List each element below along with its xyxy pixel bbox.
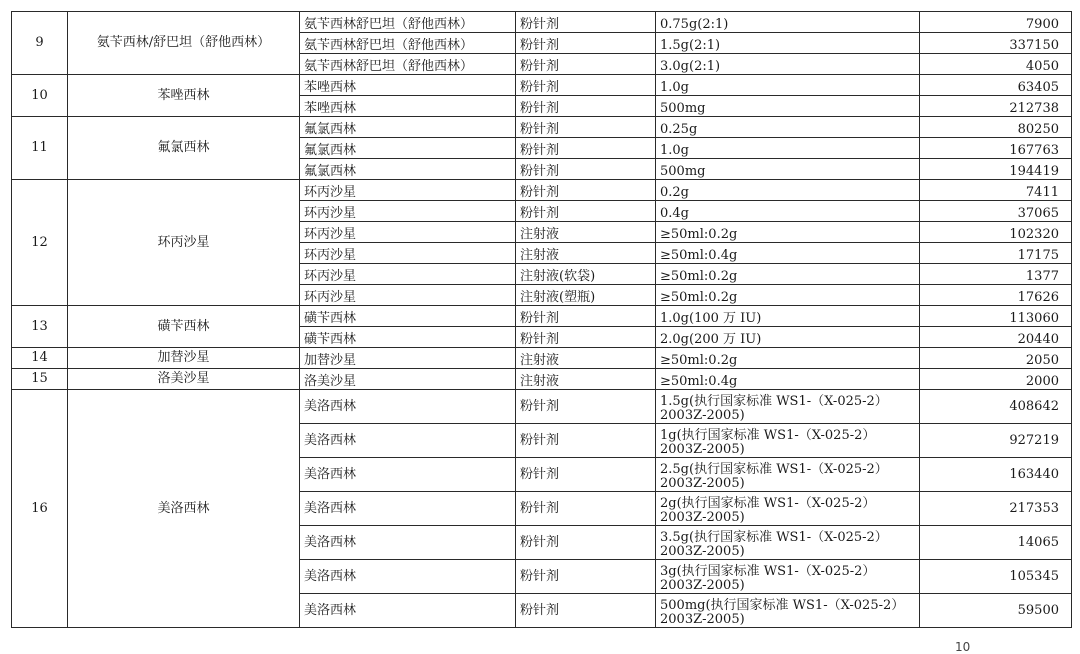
amount-cell: 80250: [920, 117, 1072, 138]
table-row: [12, 180, 1072, 201]
amount-cell: 20440: [920, 327, 1072, 348]
drug-name-cell: 洛美沙星: [300, 369, 516, 390]
dosage-form-cell: 粉针剂: [516, 390, 656, 424]
drug-name-cell: 美洛西林: [300, 492, 516, 526]
group-generic-name: 氨苄西林/舒巴坦（舒他西林）: [68, 12, 300, 75]
amount-cell: 17175: [920, 243, 1072, 264]
table-row: [12, 369, 1072, 390]
amount-cell: 63405: [920, 75, 1072, 96]
drug-name-cell: 美洛西林: [300, 594, 516, 628]
drug-name-cell: 苯唑西林: [300, 75, 516, 96]
drug-name-cell: 环丙沙星: [300, 243, 516, 264]
specification-cell: 0.75g(2:1): [656, 12, 920, 33]
drug-name-cell: 氟氯西林: [300, 138, 516, 159]
group-number: 11: [12, 117, 68, 180]
amount-cell: 7411: [920, 180, 1072, 201]
specification-cell: 2g(执行国家标准 WS1-（X-025-2）2003Z-2005): [656, 492, 920, 526]
drug-name-cell: 环丙沙星: [300, 201, 516, 222]
dosage-form-cell: 注射液: [516, 243, 656, 264]
dosage-form-cell: 粉针剂: [516, 327, 656, 348]
drug-name-cell: 环丙沙星: [300, 222, 516, 243]
dosage-form-cell: 粉针剂: [516, 138, 656, 159]
group-generic-name: 加替沙星: [68, 348, 300, 369]
group-number: 13: [12, 306, 68, 348]
specification-cell: 0.2g: [656, 180, 920, 201]
amount-cell: 408642: [920, 390, 1072, 424]
dosage-form-cell: 注射液: [516, 222, 656, 243]
drug-name-cell: 加替沙星: [300, 348, 516, 369]
drug-name-cell: 美洛西林: [300, 390, 516, 424]
dosage-form-cell: 注射液(软袋): [516, 264, 656, 285]
amount-cell: 105345: [920, 560, 1072, 594]
specification-cell: 500mg: [656, 159, 920, 180]
amount-cell: 2000: [920, 369, 1072, 390]
specification-cell: 1.5g(2:1): [656, 33, 920, 54]
amount-cell: 102320: [920, 222, 1072, 243]
drug-name-cell: 环丙沙星: [300, 264, 516, 285]
dosage-form-cell: 注射液: [516, 348, 656, 369]
group-number: 9: [12, 12, 68, 75]
dosage-form-cell: 注射液(塑瓶): [516, 285, 656, 306]
drug-name-cell: 苯唑西林: [300, 96, 516, 117]
drug-name-cell: 磺苄西林: [300, 306, 516, 327]
specification-cell: ≥50ml:0.2g: [656, 264, 920, 285]
amount-cell: 2050: [920, 348, 1072, 369]
specification-cell: 1.5g(执行国家标准 WS1-（X-025-2）2003Z-2005): [656, 390, 920, 424]
specification-cell: ≥50ml:0.4g: [656, 243, 920, 264]
group-number: 15: [12, 369, 68, 390]
dosage-form-cell: 粉针剂: [516, 180, 656, 201]
specification-cell: 3.0g(2:1): [656, 54, 920, 75]
table-row: [12, 306, 1072, 327]
drug-name-cell: 氨苄西林舒巴坦（舒他西林）: [300, 54, 516, 75]
page-number: 10: [955, 640, 971, 654]
amount-cell: 217353: [920, 492, 1072, 526]
table-row: [12, 390, 1072, 424]
group-number: 16: [12, 390, 68, 628]
amount-cell: 194419: [920, 159, 1072, 180]
dosage-form-cell: 粉针剂: [516, 306, 656, 327]
group-generic-name: 洛美沙星: [68, 369, 300, 390]
drug-name-cell: 美洛西林: [300, 424, 516, 458]
specification-cell: 1.0g: [656, 75, 920, 96]
specification-cell: 500mg: [656, 96, 920, 117]
drug-name-cell: 氟氯西林: [300, 117, 516, 138]
dosage-form-cell: 粉针剂: [516, 594, 656, 628]
table-row: [12, 348, 1072, 369]
dosage-form-cell: 粉针剂: [516, 526, 656, 560]
drug-name-cell: 环丙沙星: [300, 285, 516, 306]
amount-cell: 17626: [920, 285, 1072, 306]
dosage-form-cell: 粉针剂: [516, 96, 656, 117]
group-number: 14: [12, 348, 68, 369]
amount-cell: 1377: [920, 264, 1072, 285]
dosage-form-cell: 粉针剂: [516, 458, 656, 492]
amount-cell: 113060: [920, 306, 1072, 327]
amount-cell: 4050: [920, 54, 1072, 75]
dosage-form-cell: 粉针剂: [516, 33, 656, 54]
drug-name-cell: 氨苄西林舒巴坦（舒他西林）: [300, 12, 516, 33]
amount-cell: 7900: [920, 12, 1072, 33]
specification-cell: ≥50ml:0.2g: [656, 222, 920, 243]
amount-cell: 927219: [920, 424, 1072, 458]
specification-cell: ≥50ml:0.2g: [656, 285, 920, 306]
group-generic-name: 环丙沙星: [68, 180, 300, 306]
specification-cell: ≥50ml:0.4g: [656, 369, 920, 390]
dosage-form-cell: 粉针剂: [516, 201, 656, 222]
amount-cell: 337150: [920, 33, 1072, 54]
group-generic-name: 磺苄西林: [68, 306, 300, 348]
group-number: 12: [12, 180, 68, 306]
specification-cell: ≥50ml:0.2g: [656, 348, 920, 369]
specification-cell: 3.5g(执行国家标准 WS1-（X-025-2）2003Z-2005): [656, 526, 920, 560]
drug-name-cell: 美洛西林: [300, 526, 516, 560]
amount-cell: 163440: [920, 458, 1072, 492]
specification-cell: 0.4g: [656, 201, 920, 222]
amount-cell: 212738: [920, 96, 1072, 117]
drug-name-cell: 环丙沙星: [300, 180, 516, 201]
specification-cell: 3g(执行国家标准 WS1-（X-025-2）2003Z-2005): [656, 560, 920, 594]
dosage-form-cell: 粉针剂: [516, 159, 656, 180]
group-number: 10: [12, 75, 68, 117]
specification-cell: 0.25g: [656, 117, 920, 138]
dosage-form-cell: 粉针剂: [516, 117, 656, 138]
drug-name-cell: 氟氯西林: [300, 159, 516, 180]
specification-cell: 2.0g(200 万 IU): [656, 327, 920, 348]
dosage-form-cell: 粉针剂: [516, 492, 656, 526]
drug-name-cell: 磺苄西林: [300, 327, 516, 348]
group-generic-name: 氟氯西林: [68, 117, 300, 180]
drug-table-body: [12, 12, 1072, 628]
table-row: [12, 12, 1072, 33]
dosage-form-cell: 粉针剂: [516, 75, 656, 96]
specification-cell: 1.0g: [656, 138, 920, 159]
group-generic-name: 苯唑西林: [68, 75, 300, 117]
amount-cell: 59500: [920, 594, 1072, 628]
drug-name-cell: 美洛西林: [300, 560, 516, 594]
amount-cell: 37065: [920, 201, 1072, 222]
specification-cell: 500mg(执行国家标准 WS1-（X-025-2）2003Z-2005): [656, 594, 920, 628]
drug-name-cell: 美洛西林: [300, 458, 516, 492]
table-row: [12, 117, 1072, 138]
dosage-form-cell: 粉针剂: [516, 12, 656, 33]
group-generic-name: 美洛西林: [68, 390, 300, 628]
table-row: [12, 75, 1072, 96]
drug-table: [11, 11, 1072, 628]
specification-cell: 2.5g(执行国家标准 WS1-（X-025-2）2003Z-2005): [656, 458, 920, 492]
specification-cell: 1.0g(100 万 IU): [656, 306, 920, 327]
dosage-form-cell: 粉针剂: [516, 424, 656, 458]
dosage-form-cell: 注射液: [516, 369, 656, 390]
amount-cell: 14065: [920, 526, 1072, 560]
amount-cell: 167763: [920, 138, 1072, 159]
dosage-form-cell: 粉针剂: [516, 560, 656, 594]
specification-cell: 1g(执行国家标准 WS1-（X-025-2）2003Z-2005): [656, 424, 920, 458]
dosage-form-cell: 粉针剂: [516, 54, 656, 75]
drug-name-cell: 氨苄西林舒巴坦（舒他西林）: [300, 33, 516, 54]
